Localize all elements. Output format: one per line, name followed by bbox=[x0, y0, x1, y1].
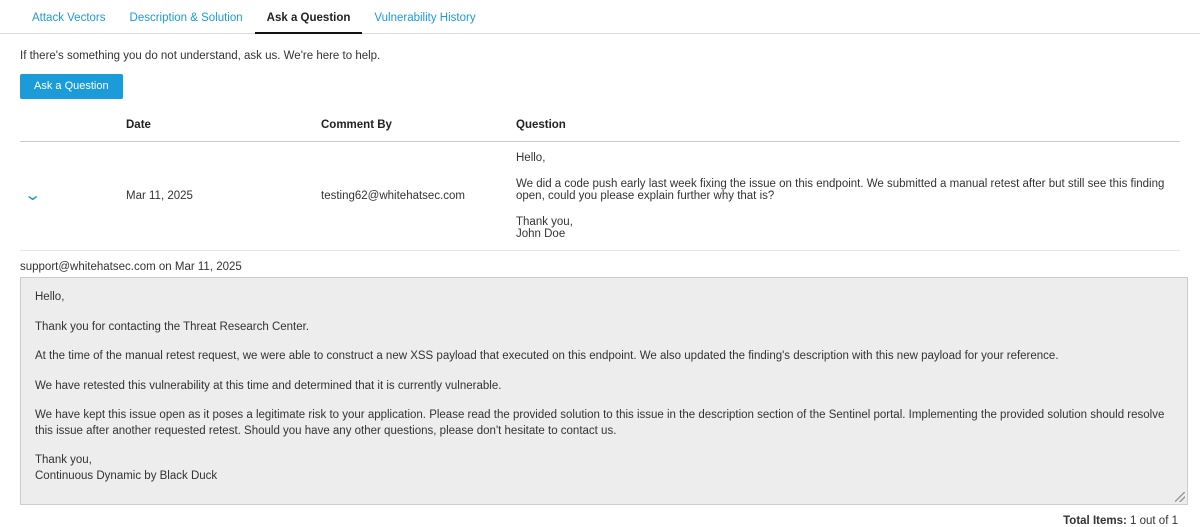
ask-a-question-button[interactable]: Ask a Question bbox=[20, 74, 123, 99]
table-header-row bbox=[20, 113, 1180, 142]
reply-line-payload: At the time of the manual retest request, we were able to construct a new XSS payload that executed on this endpoint. We also updated the finding's description with this new payload for your reference. bbox=[35, 350, 1059, 363]
ask-a-question-action-area bbox=[0, 62, 1200, 99]
column-header-question: Question bbox=[510, 113, 1180, 142]
reply-line-signoff: Thank you, bbox=[35, 454, 92, 467]
reply-line-company: Continuous Dynamic by Black Duck bbox=[35, 469, 218, 482]
question-line-greeting: Hello, bbox=[516, 152, 546, 164]
questions-table-wrapper bbox=[0, 99, 1200, 251]
question-line-body: We did a code push early last week fixing the issue on this endpoint. We submitted a manual retest after but still see this finding open, could you please explain further why that is? bbox=[516, 178, 1165, 202]
question-line-signoff: Thank you, bbox=[516, 216, 573, 228]
tab-attack-vectors[interactable]: Attack Vectors bbox=[32, 12, 106, 24]
questions-table-head bbox=[20, 113, 1180, 142]
cell-comment-by: testing62@whitehatsec.com bbox=[315, 142, 510, 251]
reply-line-retest: We have retested this vulnerability at this time and determined that it is currently vulnerable. bbox=[35, 379, 502, 392]
tab-bar bbox=[0, 0, 1200, 34]
column-header-date: Date bbox=[120, 113, 315, 142]
questions-table bbox=[20, 113, 1180, 251]
question-line-name: John Doe bbox=[516, 228, 566, 240]
intro-text: If there's something you do not understand, ask us. We're here to help. bbox=[20, 50, 381, 62]
row-expand-cell[interactable] bbox=[20, 142, 120, 251]
chevron-down-icon[interactable]: ⌄ bbox=[23, 187, 42, 204]
cell-question bbox=[510, 142, 1180, 251]
table-row bbox=[20, 142, 1180, 251]
reply-meta: support@whitehatsec.com on Mar 11, 2025 bbox=[20, 261, 242, 273]
tab-ask-a-question[interactable]: Ask a Question bbox=[255, 8, 363, 34]
tab-description-and-solution[interactable]: Description & Solution bbox=[129, 12, 243, 24]
total-items-label: Total Items: bbox=[1063, 515, 1127, 527]
reply-box-wrapper bbox=[0, 277, 1200, 505]
reply-line-thanks: Thank you for contacting the Threat Research Center. bbox=[35, 320, 310, 333]
reply-textarea[interactable] bbox=[20, 277, 1188, 505]
questions-table-body bbox=[20, 142, 1180, 251]
table-footer bbox=[0, 505, 1200, 527]
column-header-toggle bbox=[20, 113, 120, 142]
tab-vulnerability-history[interactable]: Vulnerability History bbox=[374, 12, 476, 24]
reply-line-open-issue: We have kept this issue open as it poses a legitimate risk to your application. Please read the provided solution to this issue in the description section of the Sentinel portal. Implementing the provided solution should resolve this issue after another requested retest. Should you have any other questions, please don't hesitate to contact us. bbox=[35, 409, 1165, 437]
total-items-value: 1 out of 1 bbox=[1130, 515, 1178, 527]
cell-date: Mar 11, 2025 bbox=[120, 142, 315, 251]
reply-line-greeting: Hello, bbox=[35, 291, 65, 303]
resize-handle-icon[interactable] bbox=[1175, 492, 1185, 502]
column-header-comment-by: Comment By bbox=[315, 113, 510, 142]
